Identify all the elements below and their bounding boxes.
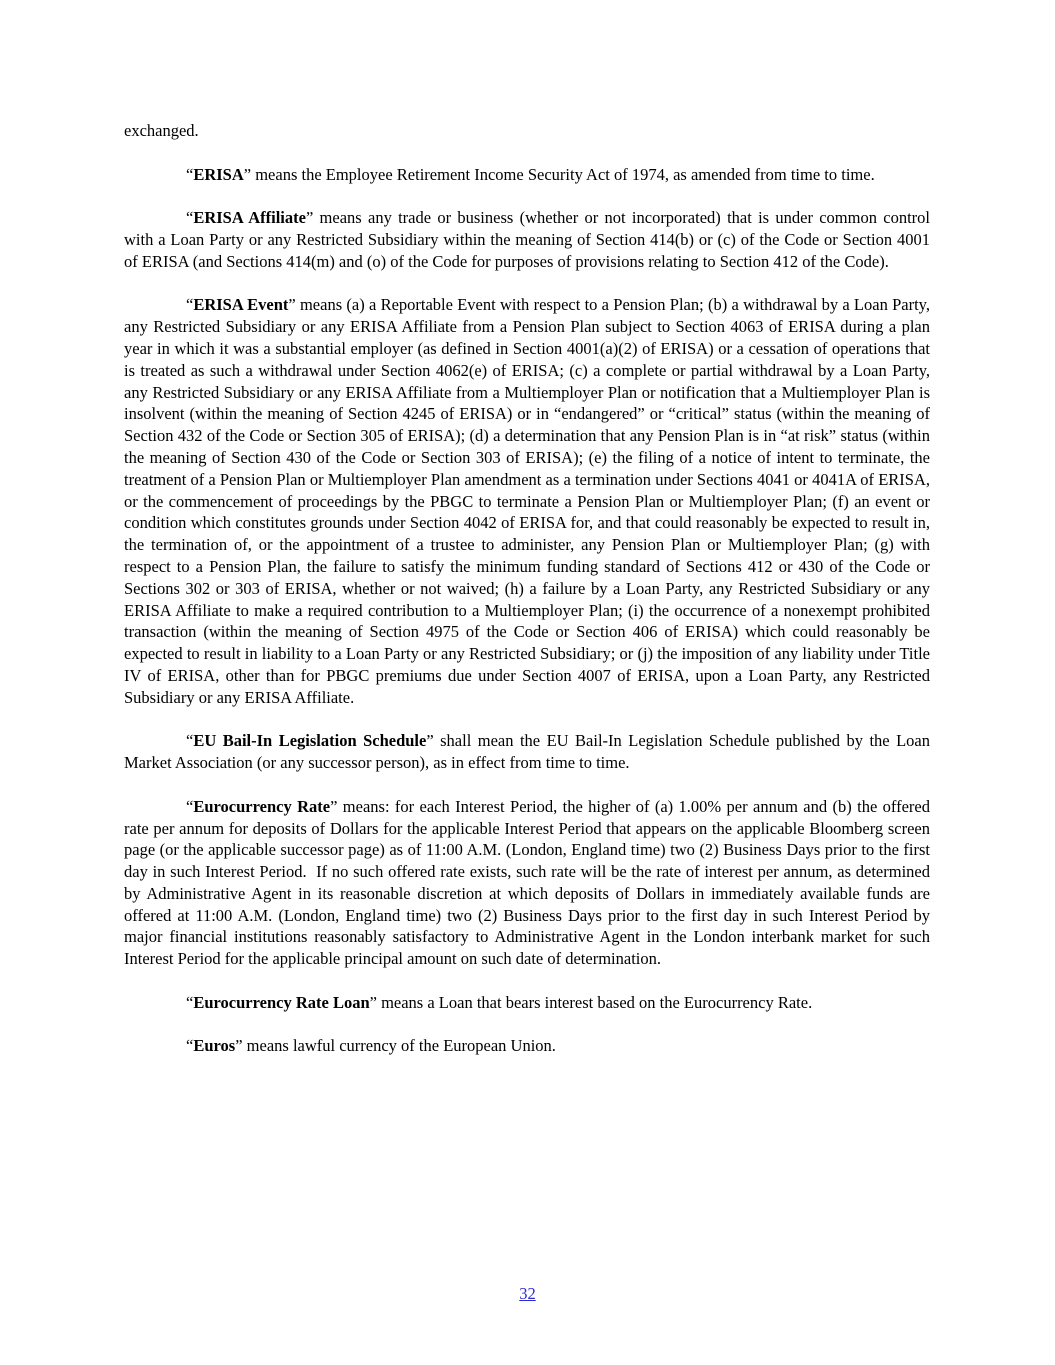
defined-term-eurocurrency-rate: Eurocurrency Rate [193,796,331,816]
defined-term-erisa-affiliate: ERISA Affiliate [193,208,306,228]
open-quote: “ [186,731,194,751]
defined-term-eu-bail-in-legislation-schedule: EU Bail-In Legislation Schedule [193,731,427,751]
paragraph-text: ” means: for each Interest Period, the higher of (a) 1.00% per annum and (b) the offered rate per annum for deposits of Dollars for the applicable Interest Period that appears on the applicable Bloomberg screen page (or the applicable successor page) as of 11:00 A.M. (London, England time) two (2) Business Days prior to the first day in such Interest Period. If no such offered rate exists, such rate will be the rate of interest per annum, as determined by Administrative Agent in its reasonable discretion at which deposits of Dollars in immediately available funds are offered at 11:00 A.M. (London, England time) two (2) Business Days prior to the first day in such Interest Period by major financial institutions reasonably satisfactory to Administrative Agent in the London interbank market for such Interest Period for the applicable principal amount on such date of determination. [124,796,931,969]
defined-term-euros: Euros [193,1036,236,1056]
defined-term-eurocurrency-rate-loan: Eurocurrency Rate Loan [193,992,370,1012]
open-quote: “ [186,295,194,315]
paragraph-text: ” means (a) a Reportable Event with respect to a Pension Plan; (b) a withdrawal by a Loan Party, any Restricted Subsidiary or any ERISA Affiliate from a Pension Plan subject to Section 4063 of ERISA during a plan year in which it was a substantial employer (as defined in Section 4001(a)(2) of ERISA) or a cessation of operations that is treated as such a withdrawal under Section 4062(e) of ERISA; (c) a complete or partial withdrawal by a Loan Party, any Restricted Subsidiary or any ERISA Affiliate from a Multiemployer Plan or notification that a Multiemployer Plan is insolvent (within the meaning of Section 4245 of ERISA) or in “endangered” or “critical” status (within the meaning of Section 432 of the Code or Section 305 of ERISA); (d) a determination that any Pension Plan is in “at risk” status (within the meaning of Section 430 of the Code or Section 303 of ERISA); (e) the filing of a notice of intent to terminate, the treatment of a Pension Plan or Multiemployer Plan amendment as a termination under Sections 4041 or 4041A of ERISA, or the commencement of proceedings by the PBGC to terminate a Pension Plan or Multiemployer Plan; (f) an event or condition which constitutes grounds under Section 4042 of ERISA for, and that could reasonably be expected to result in, the termination of, or the appointment of a trustee to administer, any Pension Plan or Multiemployer Plan; (g) with respect to a Pension Plan, the failure to satisfy the minimum funding standard of Sections 412 or 430 of the Code or Sections 302 or 303 of ERISA, whether or not waived; (h) a failure by a Loan Party, any Restricted Subsidiary or any ERISA Affiliate to make a required contribution to a Multiemployer Plan; (i) the occurrence of a nonexempt prohibited transaction (within the meaning of Section 4975 of the Code or Section 406 of ERISA) which could reasonably be expected to result in liability to a Loan Party or any Restricted Subsidiary; or (j) the imposition of any liability under Title IV of ERISA, other than for PBGC premiums due under Section 4007 of ERISA, upon a Loan Party, any Restricted Subsidiary or any ERISA Affiliate. [124,295,930,707]
definition-eurocurrency-rate-loan [124,992,930,1014]
open-quote: “ [186,208,194,228]
paragraph-text: ” means any trade or business (whether or not incorporated) that is under common control with a Loan Party or any Restricted Subsidiary within the meaning of Section 414(b) or (c) of the Code or Section 4001 of ERISA (and Sections 414(m) and (o) of the Code for purposes of provisions relating to Section 412 of the Code). [124,208,930,271]
definition-erisa [124,164,930,186]
paragraph-text: exchanged. [124,121,199,140]
open-quote: “ [186,796,194,816]
page-footer [0,1283,1055,1305]
open-quote: “ [186,992,194,1012]
definition-erisa-affiliate [124,207,930,272]
definition-eurocurrency-rate [124,796,930,970]
page-number-link[interactable]: 32 [519,1284,536,1304]
paragraph-text: ” means the Employee Retirement Income Security Act of 1974, as amended from time to time. [243,164,875,184]
definition-erisa-event [124,294,930,708]
open-quote: “ [186,1036,194,1056]
paragraph-continuation [124,120,930,142]
open-quote: “ [186,164,194,184]
paragraph-text: ” means lawful currency of the European Union. [235,1036,556,1056]
definition-eu-bail-in-legislation-schedule [124,730,930,774]
paragraph-text: ” means a Loan that bears interest based on the Eurocurrency Rate. [369,992,813,1012]
defined-term-erisa: ERISA [193,164,244,184]
defined-term-erisa-event: ERISA Event [193,295,289,315]
paragraph-text: ” shall mean the EU Bail-In Legislation Schedule published by the Loan Market Association (or any successor person), as in effect from time to time. [124,731,930,773]
definition-euros [124,1035,930,1057]
